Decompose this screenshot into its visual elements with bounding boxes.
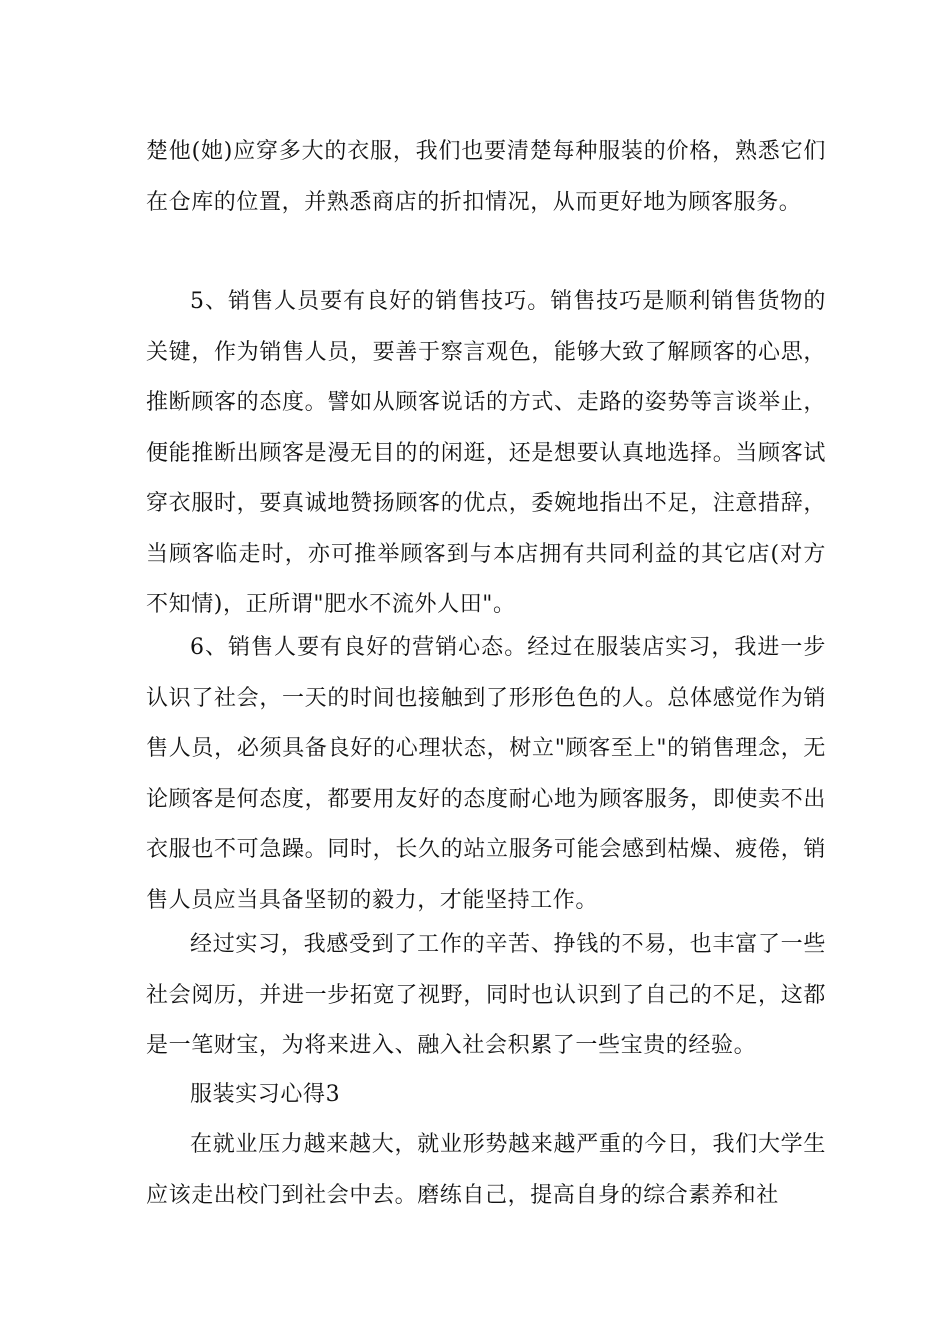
- paragraph-section-intro: 在就业压力越来越大，就业形势越来越严重的今日，我们大学生应该走出校门到社会中去。磨练自己，提高自身的综合素养和社: [146, 1132, 826, 1208]
- paragraph-internship-summary: 经过实习，我感受到了工作的辛苦、挣钱的不易，也丰富了一些社会阅历，并进一步拓宽了视野，同时也认识到了自己的不足，这都是一笔财宝，为将来进入、融入社会积累了一些宝贵的经验。: [146, 932, 826, 1058]
- paragraph-continuation: 楚他(她)应穿多大的衣服，我们也要清楚每种服装的价格，熟悉它们在仓库的位置，并熟悉商店的折扣情况，从而更好地为顾客服务。: [146, 139, 826, 215]
- paragraph-sales-mindset: 6、销售人要有良好的营销心态。经过在服装店实习，我进一步认识了社会，一天的时间也接触到了形形色色的人。总体感觉作为销售人员，必须具备良好的心理状态，树立"顾客至上"的销售理念，无论顾客是何态度，都要用友好的态度耐心地为顾客服务，即使卖不出衣服也不可急躁。同时，长久的站立服务可能会感到枯燥、疲倦，销售人员应当具备坚韧的毅力，才能坚持工作。: [146, 635, 826, 913]
- section-heading: 服装实习心得3: [190, 1082, 341, 1107]
- paragraph-sales-skills: 5、销售人员要有良好的销售技巧。销售技巧是顺利销售货物的关键，作为销售人员，要善于察言观色，能够大致了解顾客的心思，推断顾客的态度。譬如从顾客说话的方式、走路的姿势等言谈举止，便能推断出顾客是漫无目的的闲逛，还是想要认真地选择。当顾客试穿衣服时，要真诚地赞扬顾客的优点，委婉地指出不足，注意措辞，当顾客临走时，亦可推举顾客到与本店拥有共同利益的其它店(对方不知情)，正所谓"肥水不流外人田"。: [146, 289, 826, 617]
